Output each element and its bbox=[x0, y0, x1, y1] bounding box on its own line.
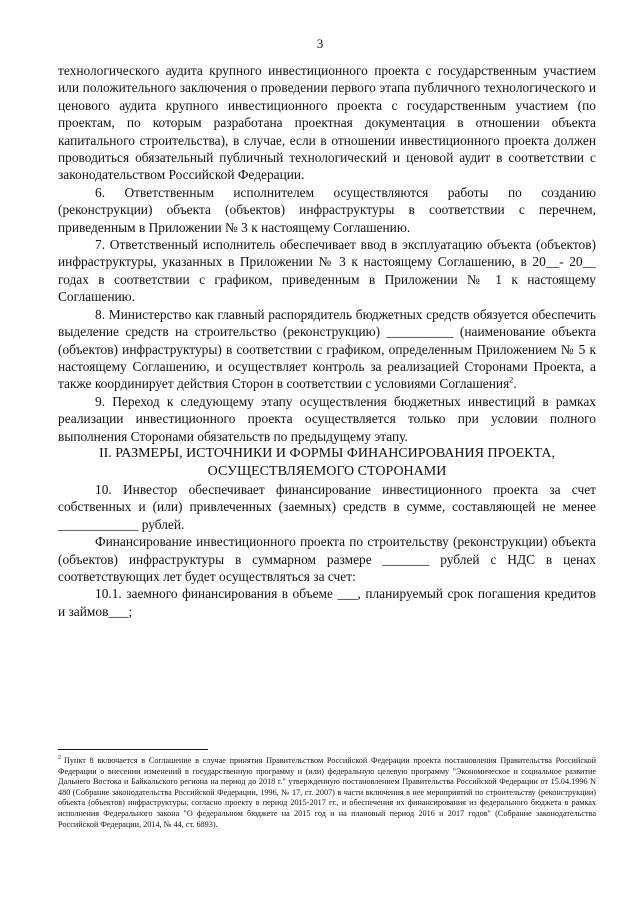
document-body bbox=[58, 62, 596, 620]
footnote-mark: 2 bbox=[58, 755, 61, 762]
page-number: 3 bbox=[316, 36, 324, 51]
paragraph-7: 7. Ответственный исполнитель обеспечивает ввод в эксплуатацию объекта (объектов) инфраструктуры, указанных в Приложении № 3 к настоящему Соглашению, в 20__- 20__ годах в соответствии с графиком, приведенным в Приложении № 1 к настоящему Соглашению. bbox=[58, 237, 596, 305]
paragraph-10: 10. Инвестор обеспечивает финансирование инвестиционного проекта за счет собственных и (или) привлеченных (заемных) средств в сумме, составляющей не менее ____________ рублей. bbox=[58, 481, 596, 532]
section-ii-heading: II. РАЗМЕРЫ, ИСТОЧНИКИ И ФОРМЫ ФИНАНСИРОВАНИЯ ПРОЕКТА, ОСУЩЕСТВЛЯЕМОГО СТОРОНАМИ bbox=[98, 445, 555, 479]
paragraph-8 bbox=[58, 306, 596, 393]
paragraph-8-text: 8. Министерство как главный распорядитель бюджетных средств обязуется обеспечить выделение средств на строительство (реконструкцию) __________ (наименование объекта (объектов) инфраструктуры) в соответствии с графиком, определенным Приложением № 5 к настоящему Соглашению, и осуществляет контроль за реализацией Сторонами Проекта, а также координирует действия Сторон в соответствии с условиями Соглашения bbox=[58, 306, 596, 392]
paragraph-intro-continuation: технологического аудита крупного инвестиционного проекта с государственным участием или положительного заключения о проведении первого этапа публичного технологического и ценового аудита крупного инвестиционного проекта с государственным участием (по проектам, по которым разработана проектная документация в отношении объекта капитального строительства), в случае, если в отношении инвестиционного проекта должен проводиться обязательный публичный технологический и ценовой аудит в соответствии с законодательством Российской Федерации. bbox=[58, 63, 596, 183]
footnote-2 bbox=[58, 756, 596, 830]
footnote-reference-2: 2 bbox=[509, 375, 514, 385]
paragraph-6: 6. Ответственным исполнителем осуществляются работы по созданию (реконструкции) объекта (объектов) инфраструктуры в соответствии с перечнем, приведенным в Приложении № 3 к настоящему Соглашению. bbox=[58, 184, 596, 235]
footnote-text: Пункт 8 включается в Соглашение в случае принятия Правительством Российской Федерации проекта постановления Правительства Российской Федерации о внесении изменений в государственную программу и (или) федеральную целевую программу "Экономическое и социальное развитие Дальнего Востока и Байкальского региона на период до 2018 г." утвержденную постановлением Правительства Российской Федерации от 15.04.1996 N 480 (Собрание законодательства Российской Федерации, 1996, № 17, ст. 2007) в части включения в нее мероприятий по строительству (реконструкции) объекта (объектов) инфраструктуры, согласно проекту в период 2015-2017 гг., и обеспечения их финансирования из федерального бюджета в рамках исполнения Федерального закона "О федеральном бюджете на 2015 год и на плановый период 2016 и 2017 годов" (Собрание законодательства Российской Федерации, 2014, № 44, ст. 6893). bbox=[58, 756, 596, 829]
paragraph-8-end: . bbox=[513, 376, 517, 392]
paragraph-10-financing: Финансирование инвестиционного проекта по строительству (реконструкции) объекта (объектов) инфраструктуры в суммарном размере _______ рублей с НДС в ценах соответствующих лет будет осуществляться за счет: bbox=[58, 534, 596, 584]
paragraph-9: 9. Переход к следующему этапу осуществления бюджетных инвестиций в рамках реализации инвестиционного проекта осуществляется только при условии полного выполнения Сторонами обязательств по предыдущему этапу. bbox=[58, 393, 596, 444]
paragraph-10-1: 10.1. заемного финансирования в объеме ___, планируемый срок погашения кредитов и займов___; bbox=[58, 586, 596, 619]
footnote-separator bbox=[58, 749, 208, 750]
